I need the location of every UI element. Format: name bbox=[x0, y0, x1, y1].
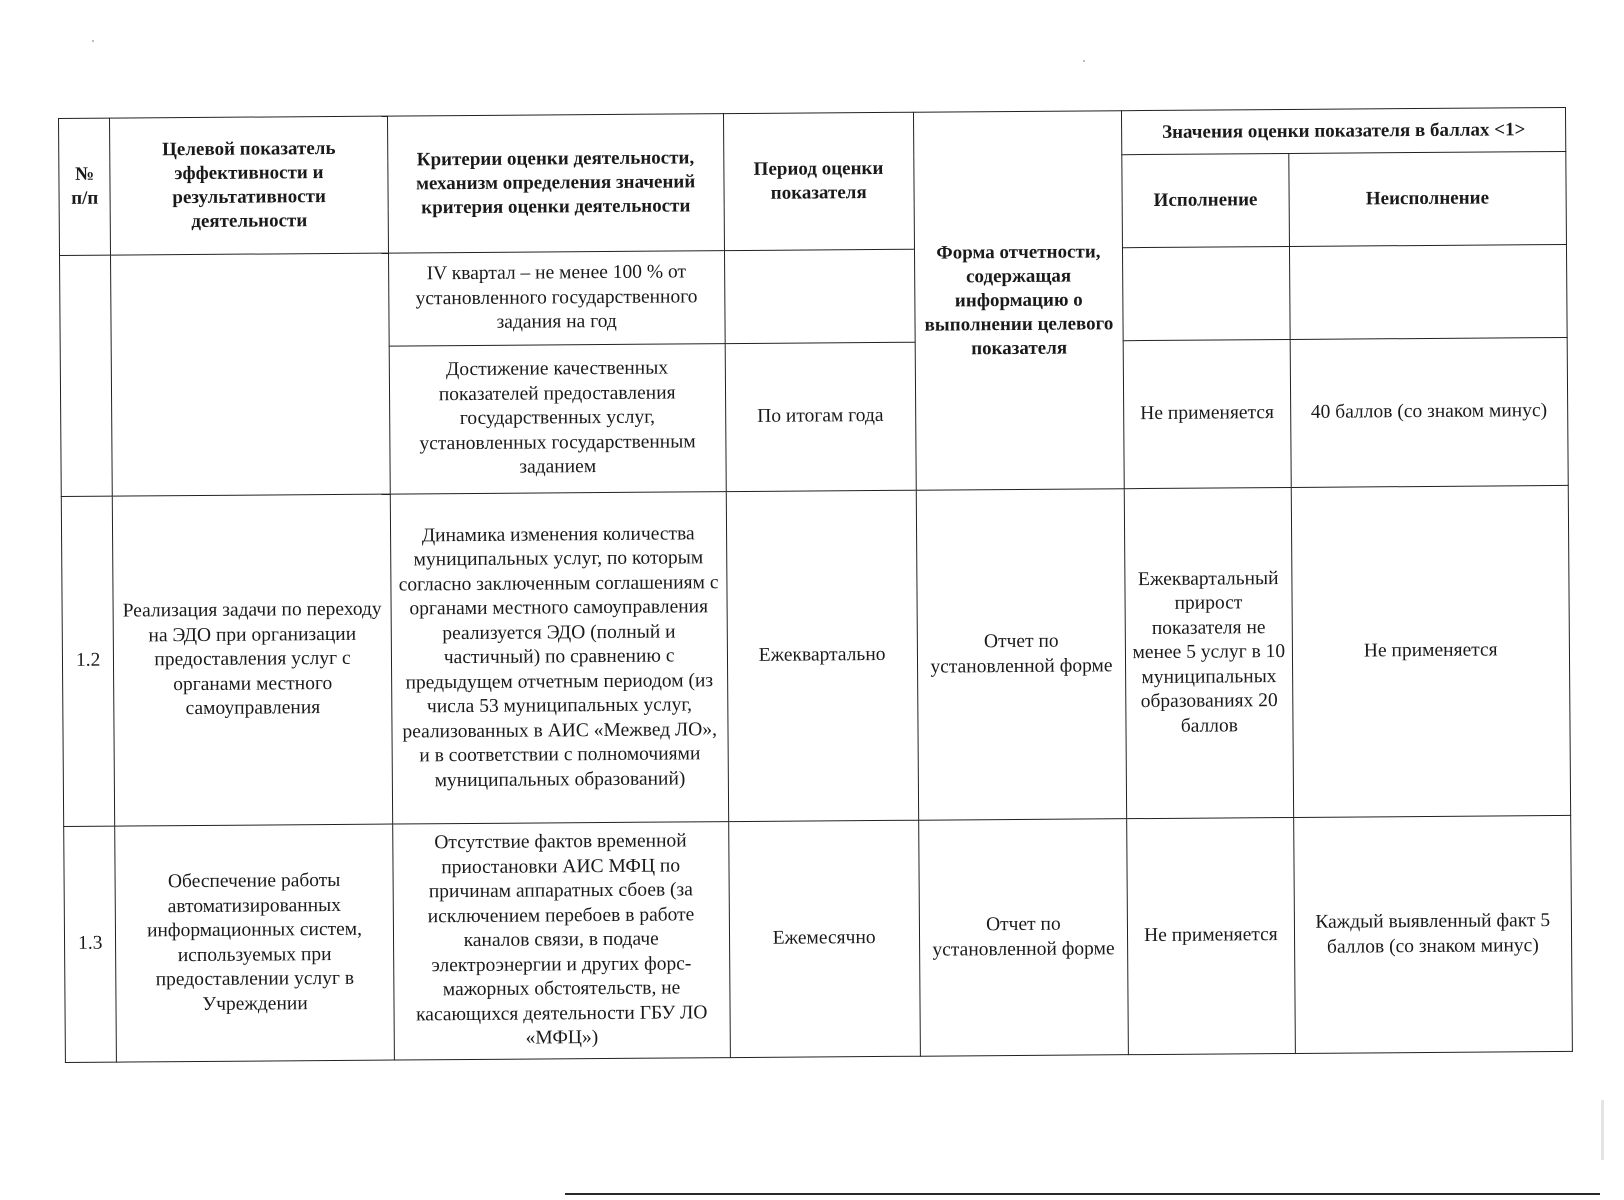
cell-indicator bbox=[111, 253, 390, 496]
cell-execution: Ежеквартальный прирост показателя не менее 5 услуг в 10 муниципальных образованиях 20 баллов bbox=[1124, 487, 1293, 818]
cell-non-execution bbox=[1289, 244, 1567, 339]
scan-speck bbox=[1083, 60, 1085, 62]
header-report-form: Форма отчетности, содержащая информацию о выполнении целевого показателя bbox=[913, 111, 1124, 491]
cell-period: Ежемесячно bbox=[728, 820, 920, 1057]
cell-non-execution: Каждый выявленный факт 5 баллов (со знаком минус) bbox=[1293, 815, 1572, 1053]
cell-report-form: Отчет по установленной форме bbox=[918, 819, 1128, 1057]
cell-criteria: Динамика изменения количества муниципальных услуг, по которым согласно заключенным соглашениям с органами местного самоуправления реализуется ЭДО (полный и частичный) по сравнению с предыдущем отчетным периодом (из числа 53 муниципальных услуг, реализованных в АИС «Межвед ЛО», и в соответствии с полномочиями муниципальных образований) bbox=[390, 492, 728, 824]
cell-non-execution: Не применяется bbox=[1291, 485, 1571, 817]
cell-num: 1.3 bbox=[64, 826, 117, 1062]
cell-execution: Не применяется bbox=[1123, 339, 1290, 488]
header-values-group: Значения оценки показателя в баллах <1> bbox=[1122, 107, 1566, 154]
cell-period: Ежеквартально bbox=[726, 490, 918, 821]
header-non-execution: Неисполнение bbox=[1288, 151, 1566, 246]
cell-execution: Не применяется bbox=[1127, 817, 1295, 1054]
table-row bbox=[60, 244, 1568, 348]
cell-num: 1.2 bbox=[61, 496, 115, 826]
cell-criteria: Достижение качественных показателей предоставления государственных услуг, установленных государственным заданием bbox=[389, 344, 726, 494]
cell-indicator: Реализация задачи по переходу на ЭДО при организации предоставления услуг с органами местного самоуправления bbox=[113, 494, 393, 826]
cell-criteria: IV квартал – не менее 100 % от установленного государственного задания на год bbox=[388, 251, 725, 346]
page-bottom-rule bbox=[565, 1193, 1600, 1195]
header-period: Период оценки показателя bbox=[723, 112, 914, 250]
table-row bbox=[64, 815, 1573, 1062]
scan-speck bbox=[92, 40, 94, 42]
header-indicator: Целевой показатель эффективности и результативности деятельности bbox=[110, 116, 388, 255]
cell-period: По итогам года bbox=[725, 342, 916, 491]
indicators-table bbox=[58, 107, 1573, 1063]
cell-indicator: Обеспечение работы автоматизированных информационных систем, используемых при предоставлении услуг в Учреждении bbox=[115, 824, 394, 1062]
cell-criteria: Отсутствие фактов временной приостановки АИС МФЦ по причинам аппаратных сбоев (за исключением перебоев в работе каналов связи, в подаче электроэнергии и других форс-мажорных обстоятельств, не касающихся деятельности ГБУ ЛО «МФЦ») bbox=[392, 822, 730, 1060]
cell-non-execution: 40 баллов (со знаком минус) bbox=[1290, 337, 1568, 487]
scan-speck bbox=[1601, 1100, 1604, 1160]
cell-report-form: Отчет по установленной форме bbox=[916, 489, 1127, 821]
header-num: № п/п bbox=[59, 118, 111, 255]
header-execution: Исполнение bbox=[1122, 153, 1289, 247]
cell-period bbox=[724, 249, 915, 343]
header-criteria: Критерии оценки деятельности, механизм определения значений критерия оценки деятельности bbox=[387, 114, 724, 253]
table-row bbox=[61, 485, 1570, 826]
cell-execution bbox=[1123, 246, 1290, 340]
cell-num bbox=[60, 255, 113, 496]
